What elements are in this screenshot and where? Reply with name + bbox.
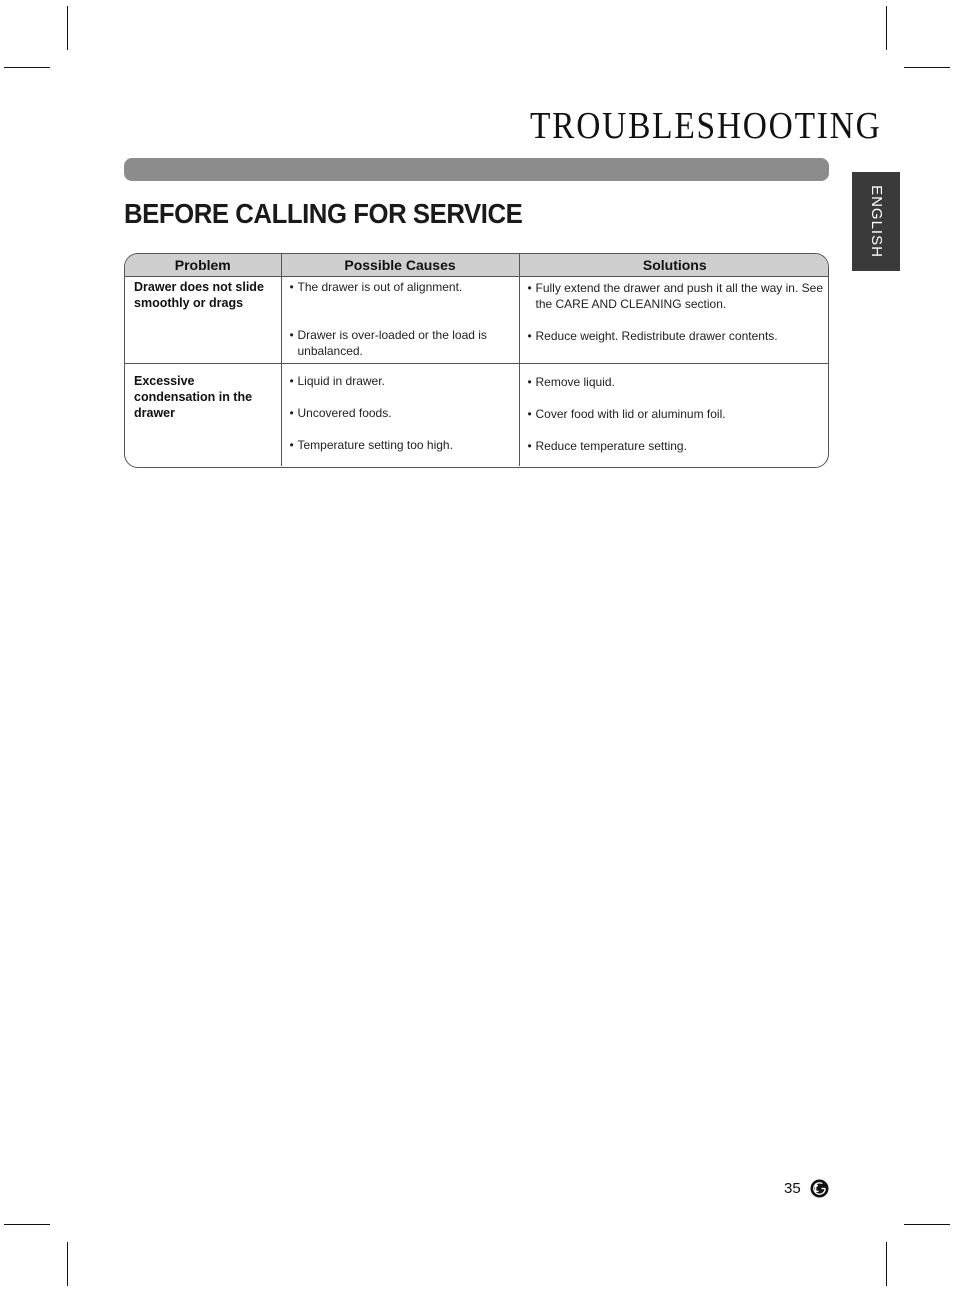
cause-item: • The drawer is out of alignment.: [282, 279, 519, 295]
solution-item: • Fully extend the drawer and push it all the way in. See the CARE AND CLEANING section.: [520, 280, 830, 312]
table-header-row: [125, 254, 829, 277]
cause-item: • Uncovered foods.: [282, 405, 519, 421]
crop-mark: [886, 6, 887, 50]
causes-cell: [281, 364, 519, 467]
causes-cell: [281, 277, 519, 364]
problem-text: Drawer does not slide smoothly or drags: [134, 280, 264, 310]
problem-text: Excessive condensation in the drawer: [134, 374, 253, 420]
column-header-problem: Problem: [125, 254, 281, 277]
lg-logo-icon: [810, 1179, 829, 1198]
crop-mark: [904, 1224, 950, 1225]
crop-mark: [4, 67, 50, 68]
cause-item: • Temperature setting too high.: [282, 437, 519, 453]
solution-item: • Remove liquid.: [520, 374, 830, 390]
crop-mark: [4, 1224, 50, 1225]
title-divider-bar: [124, 158, 829, 181]
solution-item: • Cover food with lid or aluminum foil.: [520, 406, 830, 422]
column-header-causes: Possible Causes: [281, 254, 519, 277]
solution-item: • Reduce temperature setting.: [520, 438, 830, 454]
solution-item: • Reduce weight. Redistribute drawer contents.: [520, 328, 830, 344]
cause-item: • Drawer is over-loaded or the load is unbalanced.: [282, 327, 519, 359]
solutions-cell: [519, 277, 829, 364]
crop-mark: [67, 1242, 68, 1286]
table-row: [125, 277, 829, 364]
problem-cell: [125, 277, 281, 364]
page-number: 35: [784, 1180, 801, 1197]
language-tab-label: ENGLISH: [867, 185, 885, 258]
section-title: BEFORE CALLING FOR SERVICE: [124, 198, 523, 229]
troubleshooting-table: [124, 253, 829, 468]
crop-mark: [67, 6, 68, 50]
problem-cell: [125, 364, 281, 467]
crop-mark: [904, 67, 950, 68]
language-tab: [852, 172, 900, 271]
crop-mark: [886, 1242, 887, 1286]
column-header-solutions: Solutions: [519, 254, 829, 277]
cause-item: • Liquid in drawer.: [282, 373, 519, 389]
solutions-cell: [519, 364, 829, 467]
chapter-title: TROUBLESHOOTING: [530, 105, 882, 147]
table-row: [125, 364, 829, 467]
